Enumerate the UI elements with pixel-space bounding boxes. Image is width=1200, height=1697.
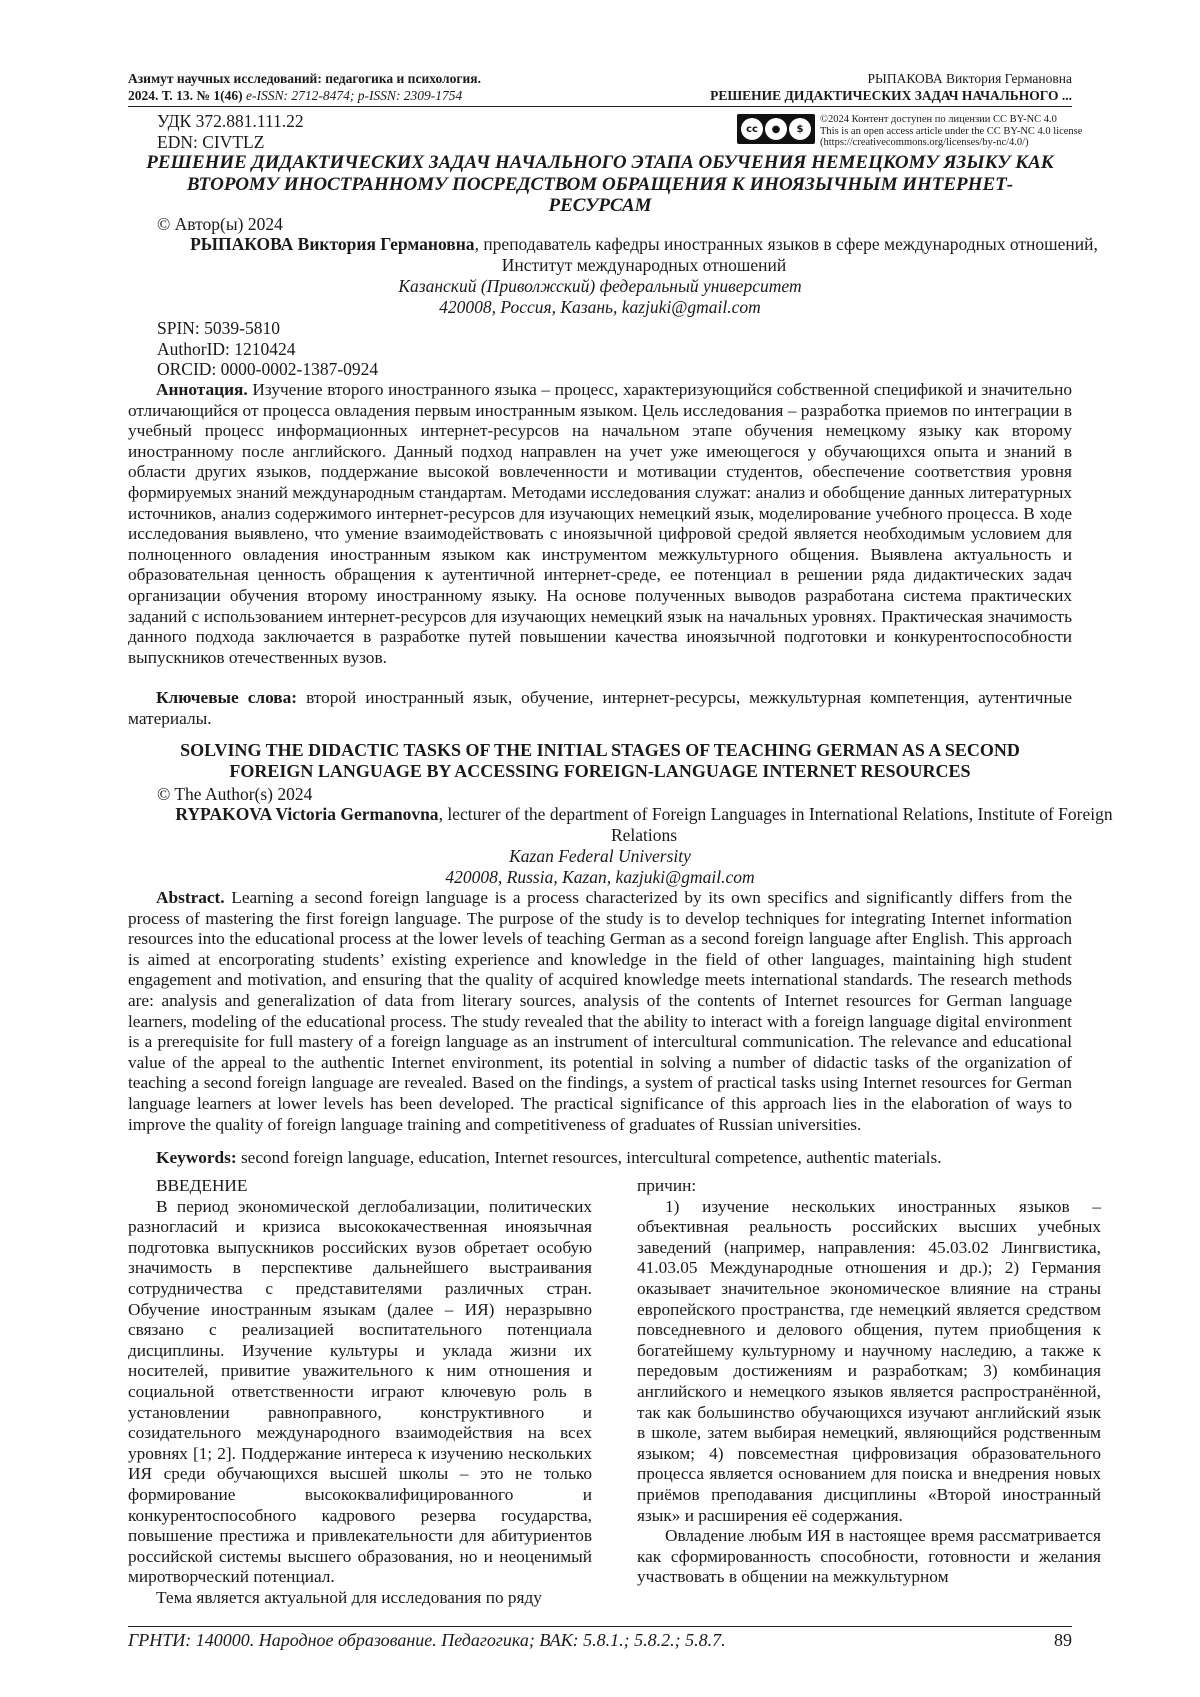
body-column-right: [637, 1176, 1101, 1588]
by-icon: ●: [765, 118, 787, 140]
copyright-en: © The Author(s) 2024: [157, 784, 313, 804]
page-number: 89: [1054, 1630, 1072, 1650]
keywords-en: [128, 1148, 1072, 1169]
author-identifiers: [157, 318, 378, 380]
running-author: РЫПАКОВА Виктория Германовна: [867, 71, 1072, 86]
cc-license-badge[interactable]: [737, 114, 815, 144]
abstract-en: [128, 888, 1072, 1135]
author-name-ru: РЫПАКОВА Виктория Германовна: [190, 234, 475, 254]
abstract-label-en: Abstract.: [156, 888, 225, 907]
author-role-en: , lecturer of the department of Foreign Languages in International Relations, Institute of Foreign Relations: [438, 804, 1113, 845]
author-name-en: RYPAKOVA Victoria Germanovna: [175, 804, 439, 824]
spin-id: SPIN: 5039-5810: [157, 318, 280, 338]
keywords-text-ru: второй иностранный язык, обучение, интернет-ресурсы, межкультурная компетенция, аутентичные материалы.: [128, 688, 1072, 728]
author-role-ru: , преподаватель кафедры иностранных языков в сфере международных отношений, Институт международных отношений: [474, 234, 1098, 275]
keywords-label-ru: Ключевые слова:: [156, 688, 298, 707]
body-paragraph: [637, 1176, 1101, 1197]
footer-divider: [128, 1626, 1072, 1627]
udc-block: [157, 111, 304, 153]
body-paragraph: [637, 1197, 1101, 1527]
body-paragraph: [128, 1197, 592, 1588]
nc-icon: $: [789, 118, 811, 140]
page-footer: [128, 1630, 1072, 1651]
body-paragraph: [128, 1588, 592, 1609]
article-title-en: SOLVING THE DIDACTIC TASKS OF THE INITIAL STAGES OF TEACHING GERMAN AS A SECOND FOREIGN LANGUAGE BY ACCESSING FOREIGN-LANGUAGE INTERNET RESOURCES: [180, 740, 1020, 781]
body-column-left: [128, 1176, 592, 1608]
address-ru: 420008, Россия, Казань, kazjuki@gmail.com: [439, 297, 761, 317]
author-line-en: [168, 804, 1120, 846]
address-en: 420008, Russia, Kazan, kazjuki@gmail.com: [445, 867, 755, 887]
orcid-id: ORCID: 0000-0002-1387-0924: [157, 359, 379, 379]
running-title: РЕШЕНИЕ ДИДАКТИЧЕСКИХ ЗАДАЧ НАЧАЛЬНОГО ...: [710, 88, 1072, 103]
license-text: ©2024 Контент доступен по лицензии CC BY-NC 4.0 This is an open access article under the CC BY-NC 4.0 license (https://creativecommons.org/licenses/by-nc/4.0/): [820, 114, 1083, 148]
issn: e-ISSN: 2712-8474; p-ISSN: 2309-1754: [245, 88, 463, 103]
issue-number: 2024. Т. 13. № 1(46): [128, 88, 243, 103]
udc-code: УДК 372.881.111.22: [157, 111, 304, 131]
edn-code: EDN: CIVTLZ: [157, 132, 265, 152]
body-paragraph: [637, 1526, 1101, 1588]
author-line-ru: [168, 234, 1120, 276]
running-header-article: [710, 70, 1072, 104]
university-en: Kazan Federal University: [509, 846, 691, 866]
body-paragraph-text: причин:: [637, 1176, 697, 1195]
classification-codes: ГРНТИ: 140000. Народное образование. Педагогика; ВАК: 5.8.1.; 5.8.2.; 5.8.7.: [128, 1630, 726, 1650]
abstract-ru: [128, 380, 1072, 668]
journal-name: Азимут научных исследований: педагогика и психология.: [128, 71, 481, 86]
body-paragraph-text: 1) изучение нескольких иностранных языков – объективная реальность российских высших учебных заведений (например, направления: 45.03.02 Лингвистика, 41.03.05 Международные отношения и др.); 2) Германия оказывает значительное экономическое влияние на страны европейского пространства, где немецкий является средством повседневного и делового общения, путем приобщения к богатейшему культурному и научному наследию, а также к передовым достижениям и разработкам; 3) комбинация английского и немецкого языков является распространённой, так как большинство обучающихся изучают английский язык в школе, затем выбирая немецкий, являющийся родственным языком; 4) повсеместная цифровизация образовательного процесса является основанием для поиска и внедрения новых приёмов преподавания дисциплины «Второй иностранный язык» и расширения её содержания.: [637, 1196, 1101, 1525]
header-divider: [128, 106, 1072, 107]
license-block: [737, 114, 1110, 149]
university-ru: Казанский (Приволжский) федеральный университет: [398, 276, 802, 296]
body-paragraph-text: Тема является актуальной для исследования по ряду: [156, 1587, 542, 1607]
body-paragraph-text: В период экономической деглобализации, политических разногласий и кризиса высококачественная иноязычная подготовка выпускников российских вузов обретает особую значимость в перспективе дальнейшего выстраивания сотрудничества с представителями различных стран. Обучение иностранным языкам (далее – ИЯ) неразрывно связано с реализацией воспитательного потенциала дисциплины. Изучение культуры и уклада жизни их носителей, привитие уважительного к ним отношения и социальной ответственности играют ключевую роль в установлении равноправного, конструктивного и созидательного международного взаимодействия на всех уровнях [1; 2]. Поддержание интереса к изучению нескольких ИЯ среди обучающихся высшей школы – это не только формирование высококвалифицированного и конкурентоспособного кадрового резерва государства, повышение престижа и привлекательности для абитуриентов российской системы высшего образования, но и неоценимый миротворческий потенциал.: [128, 1196, 592, 1587]
abstract-text-en: Learning a second foreign language is a process characterized by its own specifics and significantly differs from the process of mastering the first foreign language. The purpose of the study is to develop techniques for integrating Internet information resources into the educational process at the lower levels of teaching German as a second foreign language after English. This approach is aimed at encorporating students’ existing experience and knowledge in the field of other languages, maintaining high student engagement and motivation, and ensuring that the quality of acquired knowledge meets international standards. The research methods are: analysis and generalization of data from literary sources, analysis of the contents of Internet resources for German language learners, modeling of the educational process. The study revealed that the ability to interact with a foreign language digital environment is a prerequisite for full mastery of a foreign language as an instrument of intercultural communication. The relevance and educational value of the appeal to the authentic Internet environment, its potential in solving a number of didactic tasks of the organization of teaching a second foreign language are revealed. Based on the findings, a system of practical tasks using Internet resources for German language learners at lower levels has been developed. The practical significance of this approach lies in the elaboration of ways to improve the quality of foreign language training and competitiveness of graduates of Russian universities.: [128, 888, 1072, 1134]
author-id: AuthorID: 1210424: [157, 338, 296, 359]
keywords-text-en: second foreign language, education, Internet resources, intercultural competence, authentic materials.: [236, 1148, 942, 1167]
body-paragraph-text: Овладение любым ИЯ в настоящее время рассматривается как сформированность способности, готовности и желания участвовать в общении на межкультурном: [637, 1526, 1101, 1587]
journal-issue: [128, 87, 481, 104]
article-title-ru: РЕШЕНИЕ ДИДАКТИЧЕСКИХ ЗАДАЧ НАЧАЛЬНОГО ЭТАПА ОБУЧЕНИЯ НЕМЕЦКОМУ ЯЗЫКУ КАК ВТОРОМУ ИНОСТРАННОМУ ПОСРЕДСТВОМ ОБРАЩЕНИЯ К ИНОЯЗЫЧНЫМ ИНТЕРНЕТ-РЕСУРСАМ: [146, 152, 1054, 216]
section-heading-text: ВВЕДЕНИЕ: [156, 1176, 248, 1195]
abstract-text-ru: Изучение второго иностранного языка – процесс, характеризующийся собственной спецификой и значительно отличающийся от процесса овладения первым иностранным языком. Цель исследования – разработка приемов по интеграции в учебный процесс информационных интернет-ресурсов на начальном этапе обучения немецкому языку как второму иностранному после английского. Данный подход направлен на учет уже имеющегося у обучающихся опыта и знаний в области других языков, поддержание высокой вовлеченности и мотивации студентов, обеспечение соответствия уровня формируемых знаний международным стандартам. Методами исследования служат: анализ и обобщение данных литературных источников, анализ содержимого интернет-ресурсов для изучающих немецкий язык, моделирование учебного процесса. В ходе исследования выявлено, что умение взаимодействовать с иноязычной цифровой средой является необходимым условием для полноценного овладения иностранным языком как инструментом межкультурного общения. Выявлена актуальность и образовательная ценность обращения к аутентичной интернет-среде, ее потенциал в решении ряда дидактических задач организации обучения второму иностранному языку. На основе полученных выводов разработана система практических заданий с использованием интернет-ресурсов для изучающих немецкий язык на начальных уровнях. Практическая значимость данного подхода заключается в разработке путей повышении качества иноязычной подготовки и конкурентоспособности выпускников отечественных вузов.: [128, 380, 1072, 667]
running-header-journal: [128, 70, 481, 104]
abstract-label-ru: Аннотация.: [156, 380, 248, 399]
cc-icon: cc: [741, 118, 763, 140]
keywords-ru: [128, 688, 1072, 729]
copyright-ru: © Автор(ы) 2024: [157, 214, 283, 234]
keywords-label-en: Keywords:: [156, 1148, 237, 1167]
section-heading: [128, 1176, 592, 1197]
